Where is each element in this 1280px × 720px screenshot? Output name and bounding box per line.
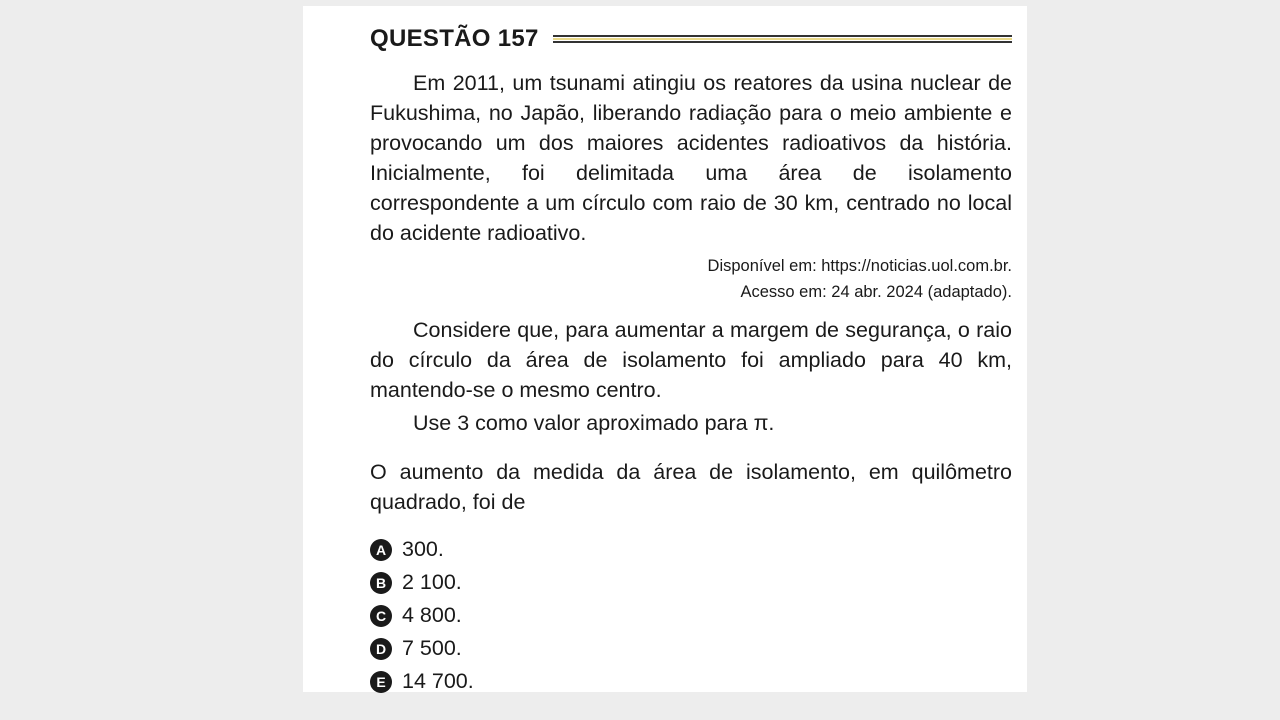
option-a[interactable] xyxy=(370,533,770,566)
question-prompt: O aumento da medida da área de isolamento, em quilômetro quadrado, foi de xyxy=(370,460,1012,514)
paragraph-pi-note: Use 3 como valor aproximado para π. xyxy=(413,411,775,435)
exam-page xyxy=(303,6,1027,692)
option-d-text: 7 500. xyxy=(402,636,462,660)
source-access-date: Acesso em: 24 abr. 2024 (adaptado). xyxy=(740,283,1012,301)
option-d[interactable] xyxy=(370,632,770,665)
option-c-badge: C xyxy=(370,605,392,627)
option-d-badge: D xyxy=(370,638,392,660)
option-c[interactable] xyxy=(370,599,770,632)
option-b-text: 2 100. xyxy=(402,570,462,594)
source-url: Disponível em: https://noticias.uol.com.br. xyxy=(707,257,1012,275)
option-a-badge: A xyxy=(370,539,392,561)
option-c-text: 4 800. xyxy=(402,603,462,627)
option-b-badge: B xyxy=(370,572,392,594)
option-e-text: 14 700. xyxy=(402,669,474,693)
option-b[interactable] xyxy=(370,566,770,599)
answer-options xyxy=(370,533,770,698)
question-header xyxy=(370,24,1012,54)
paragraph-scenario: Considere que, para aumentar a margem de segurança, o raio do círculo da área de isolamento foi ampliado para 40 km, mantendo-se o mesmo centro. xyxy=(370,318,1012,402)
option-e[interactable] xyxy=(370,665,770,698)
question-title: QUESTÃO 157 xyxy=(370,25,539,52)
option-a-text: 300. xyxy=(402,537,444,561)
option-e-badge: E xyxy=(370,671,392,693)
paragraph-context: Em 2011, um tsunami atingiu os reatores da usina nuclear de Fukushima, no Japão, liberando radiação para o meio ambiente e provocando um dos maiores acidentes radioativos da história. Inicialmente, foi delimitada uma área de isolamento correspondente a um círculo com raio de 30 km, centrado no local do acidente radioativo. xyxy=(370,71,1012,245)
header-rule xyxy=(553,35,1012,43)
